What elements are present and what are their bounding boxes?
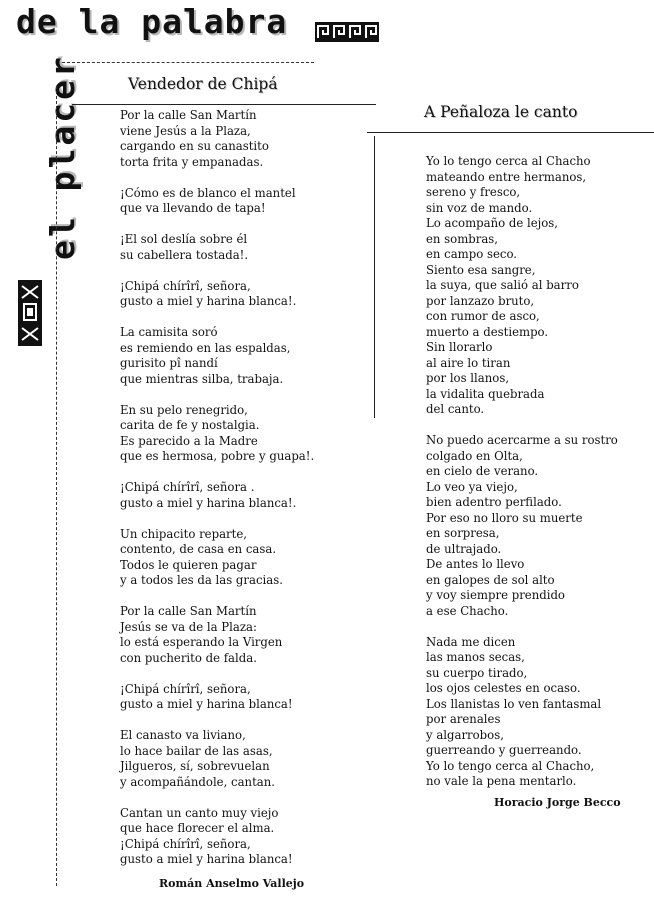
poem-line: Cantan un canto muy viejo bbox=[120, 805, 279, 820]
poem-line: Todos le quieren pagar bbox=[120, 557, 257, 572]
poem-line: contento, de casa en casa. bbox=[120, 542, 277, 556]
poem-line: colgado en Olta, bbox=[426, 448, 523, 463]
poem-line: Nada me dicen bbox=[426, 634, 516, 649]
poem-line: en galopes de sol alto bbox=[426, 572, 555, 587]
poem-line: los ojos celestes en ocaso. bbox=[426, 681, 581, 695]
poem-line: con rumor de asco, bbox=[426, 309, 540, 323]
stanza bbox=[120, 279, 314, 310]
poem-line: que es hermosa, pobre y guapa!. bbox=[120, 449, 315, 463]
poem-line: No puedo acercarme a su rostro bbox=[426, 433, 618, 447]
side-title: el placer bbox=[43, 54, 82, 260]
poem-line: en sorpresa, bbox=[426, 526, 500, 540]
greek-key-ornament bbox=[315, 22, 379, 42]
poem-line: Yo lo tengo cerca al Chacho bbox=[426, 154, 591, 168]
right-poem-title: A Peñaloza le canto bbox=[424, 103, 578, 121]
poem-line: con pucherito de falda. bbox=[120, 650, 257, 665]
stanza bbox=[426, 635, 618, 790]
poem-line: a ese Chacho. bbox=[426, 603, 509, 618]
poem-line: en cielo de verano. bbox=[426, 464, 539, 478]
poem-line: gurisito pî nandí bbox=[120, 356, 218, 370]
stanza bbox=[120, 527, 314, 589]
stanza bbox=[120, 806, 314, 868]
poem-line: Lo veo ya viejo, bbox=[426, 479, 518, 494]
poem-line: por los llanos, bbox=[426, 371, 510, 385]
left-title-rule bbox=[72, 104, 376, 105]
poem-line: ¡El sol deslía sobre él bbox=[120, 232, 248, 246]
poem-line: y a todos les da las gracias. bbox=[120, 573, 283, 587]
poem-line: En su pelo renegrido, bbox=[120, 402, 248, 417]
poem-line: Yo lo tengo cerca al Chacho, bbox=[426, 758, 595, 773]
poem-line: la vidalita quebrada bbox=[426, 386, 545, 401]
poem-line: ¡Chipá chírîrî, señora, bbox=[120, 681, 251, 696]
poem-line: El canasto va liviano, bbox=[120, 728, 246, 742]
poem-line: al aire lo tiran bbox=[426, 355, 511, 370]
poem-line: De antes lo llevo bbox=[426, 557, 525, 571]
poem-line: Por la calle San Martín bbox=[120, 604, 257, 618]
poem-line: viene Jesús a la Plaza, bbox=[120, 123, 251, 138]
stanza bbox=[120, 682, 314, 713]
stanza bbox=[120, 186, 314, 217]
poem-line: su cuerpo tirado, bbox=[426, 665, 528, 680]
header-title: de la palabra bbox=[16, 2, 288, 41]
poem-line: muerto a destiempo. bbox=[426, 324, 549, 339]
stanza bbox=[426, 433, 618, 619]
poem-line: mateando entre hermanos, bbox=[426, 169, 587, 184]
poem-line: La camisita soró bbox=[120, 325, 218, 339]
poem-line: cargando en su canastito bbox=[120, 139, 269, 153]
stanza bbox=[120, 232, 314, 263]
side-ornament bbox=[18, 280, 42, 346]
poem-line: es remiendo en las espaldas, bbox=[120, 340, 291, 355]
left-dashed-rule bbox=[56, 86, 57, 886]
poem-line: en sombras, bbox=[426, 231, 499, 246]
poem-line: Jesús se va de la Plaza: bbox=[120, 619, 257, 634]
poem-line: Por la calle San Martín bbox=[120, 108, 257, 122]
poem-line: en campo seco. bbox=[426, 247, 517, 261]
stanza bbox=[120, 403, 314, 465]
stanza bbox=[120, 728, 314, 790]
right-poem-body bbox=[426, 154, 618, 805]
poem-line: sin voz de mando. bbox=[426, 200, 533, 215]
poem-line: Los llanistas lo ven fantasmal bbox=[426, 696, 602, 711]
poem-line: del canto. bbox=[426, 402, 485, 416]
poem-line: sereno y fresco, bbox=[426, 185, 521, 199]
left-poem-author: Román Anselmo Vallejo bbox=[159, 877, 305, 890]
poem-line: y algarrobos, bbox=[426, 727, 504, 742]
left-poem-body bbox=[120, 108, 314, 883]
poem-line: Siento esa sangre, bbox=[426, 262, 536, 277]
poem-line: bien adentro perfilado. bbox=[426, 495, 562, 509]
poem-line: Jilgueros, sí, sobrevuelan bbox=[120, 759, 270, 773]
poem-line: guerreando y guerreando. bbox=[426, 743, 582, 757]
poem-line: torta frita y empanadas. bbox=[120, 154, 264, 169]
poem-line: Por eso no lloro su muerte bbox=[426, 510, 583, 525]
poem-line: ¡Chipá chírîrî, señora, bbox=[120, 836, 251, 851]
poem-line: no vale la pena mentarlo. bbox=[426, 774, 577, 788]
poem-line: ¡Chipá chírîrî, señora, bbox=[120, 278, 251, 293]
poem-line: Un chipacito reparte, bbox=[120, 526, 247, 541]
stanza bbox=[120, 325, 314, 387]
poem-line: gusto a miel y harina blanca!. bbox=[120, 495, 297, 510]
poem-line: que va llevando de tapa! bbox=[120, 201, 266, 215]
poem-line: la suya, que salió al barro bbox=[426, 278, 579, 292]
right-poem-author: Horacio Jorge Becco bbox=[494, 796, 621, 809]
poem-line: lo está esperando la Virgen bbox=[120, 635, 283, 649]
poem-line: lo hace bailar de las asas, bbox=[120, 743, 273, 758]
poem-line: y acompañándole, cantan. bbox=[120, 774, 275, 789]
poem-line: gusto a miel y harina blanca! bbox=[120, 852, 293, 866]
stanza bbox=[120, 108, 314, 170]
poem-line: Lo acompaño de lejos, bbox=[426, 216, 559, 230]
poem-line: ¡Chipá chírîrî, señora . bbox=[120, 480, 255, 494]
poem-line: y voy siempre prendido bbox=[426, 588, 565, 602]
poem-line: de ultrajado. bbox=[426, 541, 502, 556]
stanza bbox=[120, 480, 314, 511]
poem-line: gusto a miel y harina blanca!. bbox=[120, 294, 297, 308]
poem-line: su cabellera tostada!. bbox=[120, 247, 249, 262]
right-vertical-rule bbox=[374, 136, 375, 418]
poem-line: gusto a miel y harina blanca! bbox=[120, 697, 293, 711]
poem-line: Es parecido a la Madre bbox=[120, 433, 258, 448]
poem-line: Sin llorarlo bbox=[426, 340, 493, 354]
poem-line: por lanzazo bruto, bbox=[426, 293, 535, 308]
poem-line: ¡Cómo es de blanco el mantel bbox=[120, 185, 296, 200]
poem-line: por arenales bbox=[426, 712, 501, 726]
poem-line: que mientras silba, trabaja. bbox=[120, 371, 284, 386]
stanza bbox=[426, 154, 618, 418]
left-poem-title: Vendedor de Chipá bbox=[128, 75, 278, 93]
poem-line: que hace florecer el alma. bbox=[120, 821, 275, 835]
top-dashed-rule bbox=[62, 62, 314, 63]
stanza bbox=[120, 604, 314, 666]
right-title-rule bbox=[367, 132, 654, 133]
poem-line: carita de fe y nostalgia. bbox=[120, 418, 260, 432]
poem-line: las manos secas, bbox=[426, 650, 525, 664]
